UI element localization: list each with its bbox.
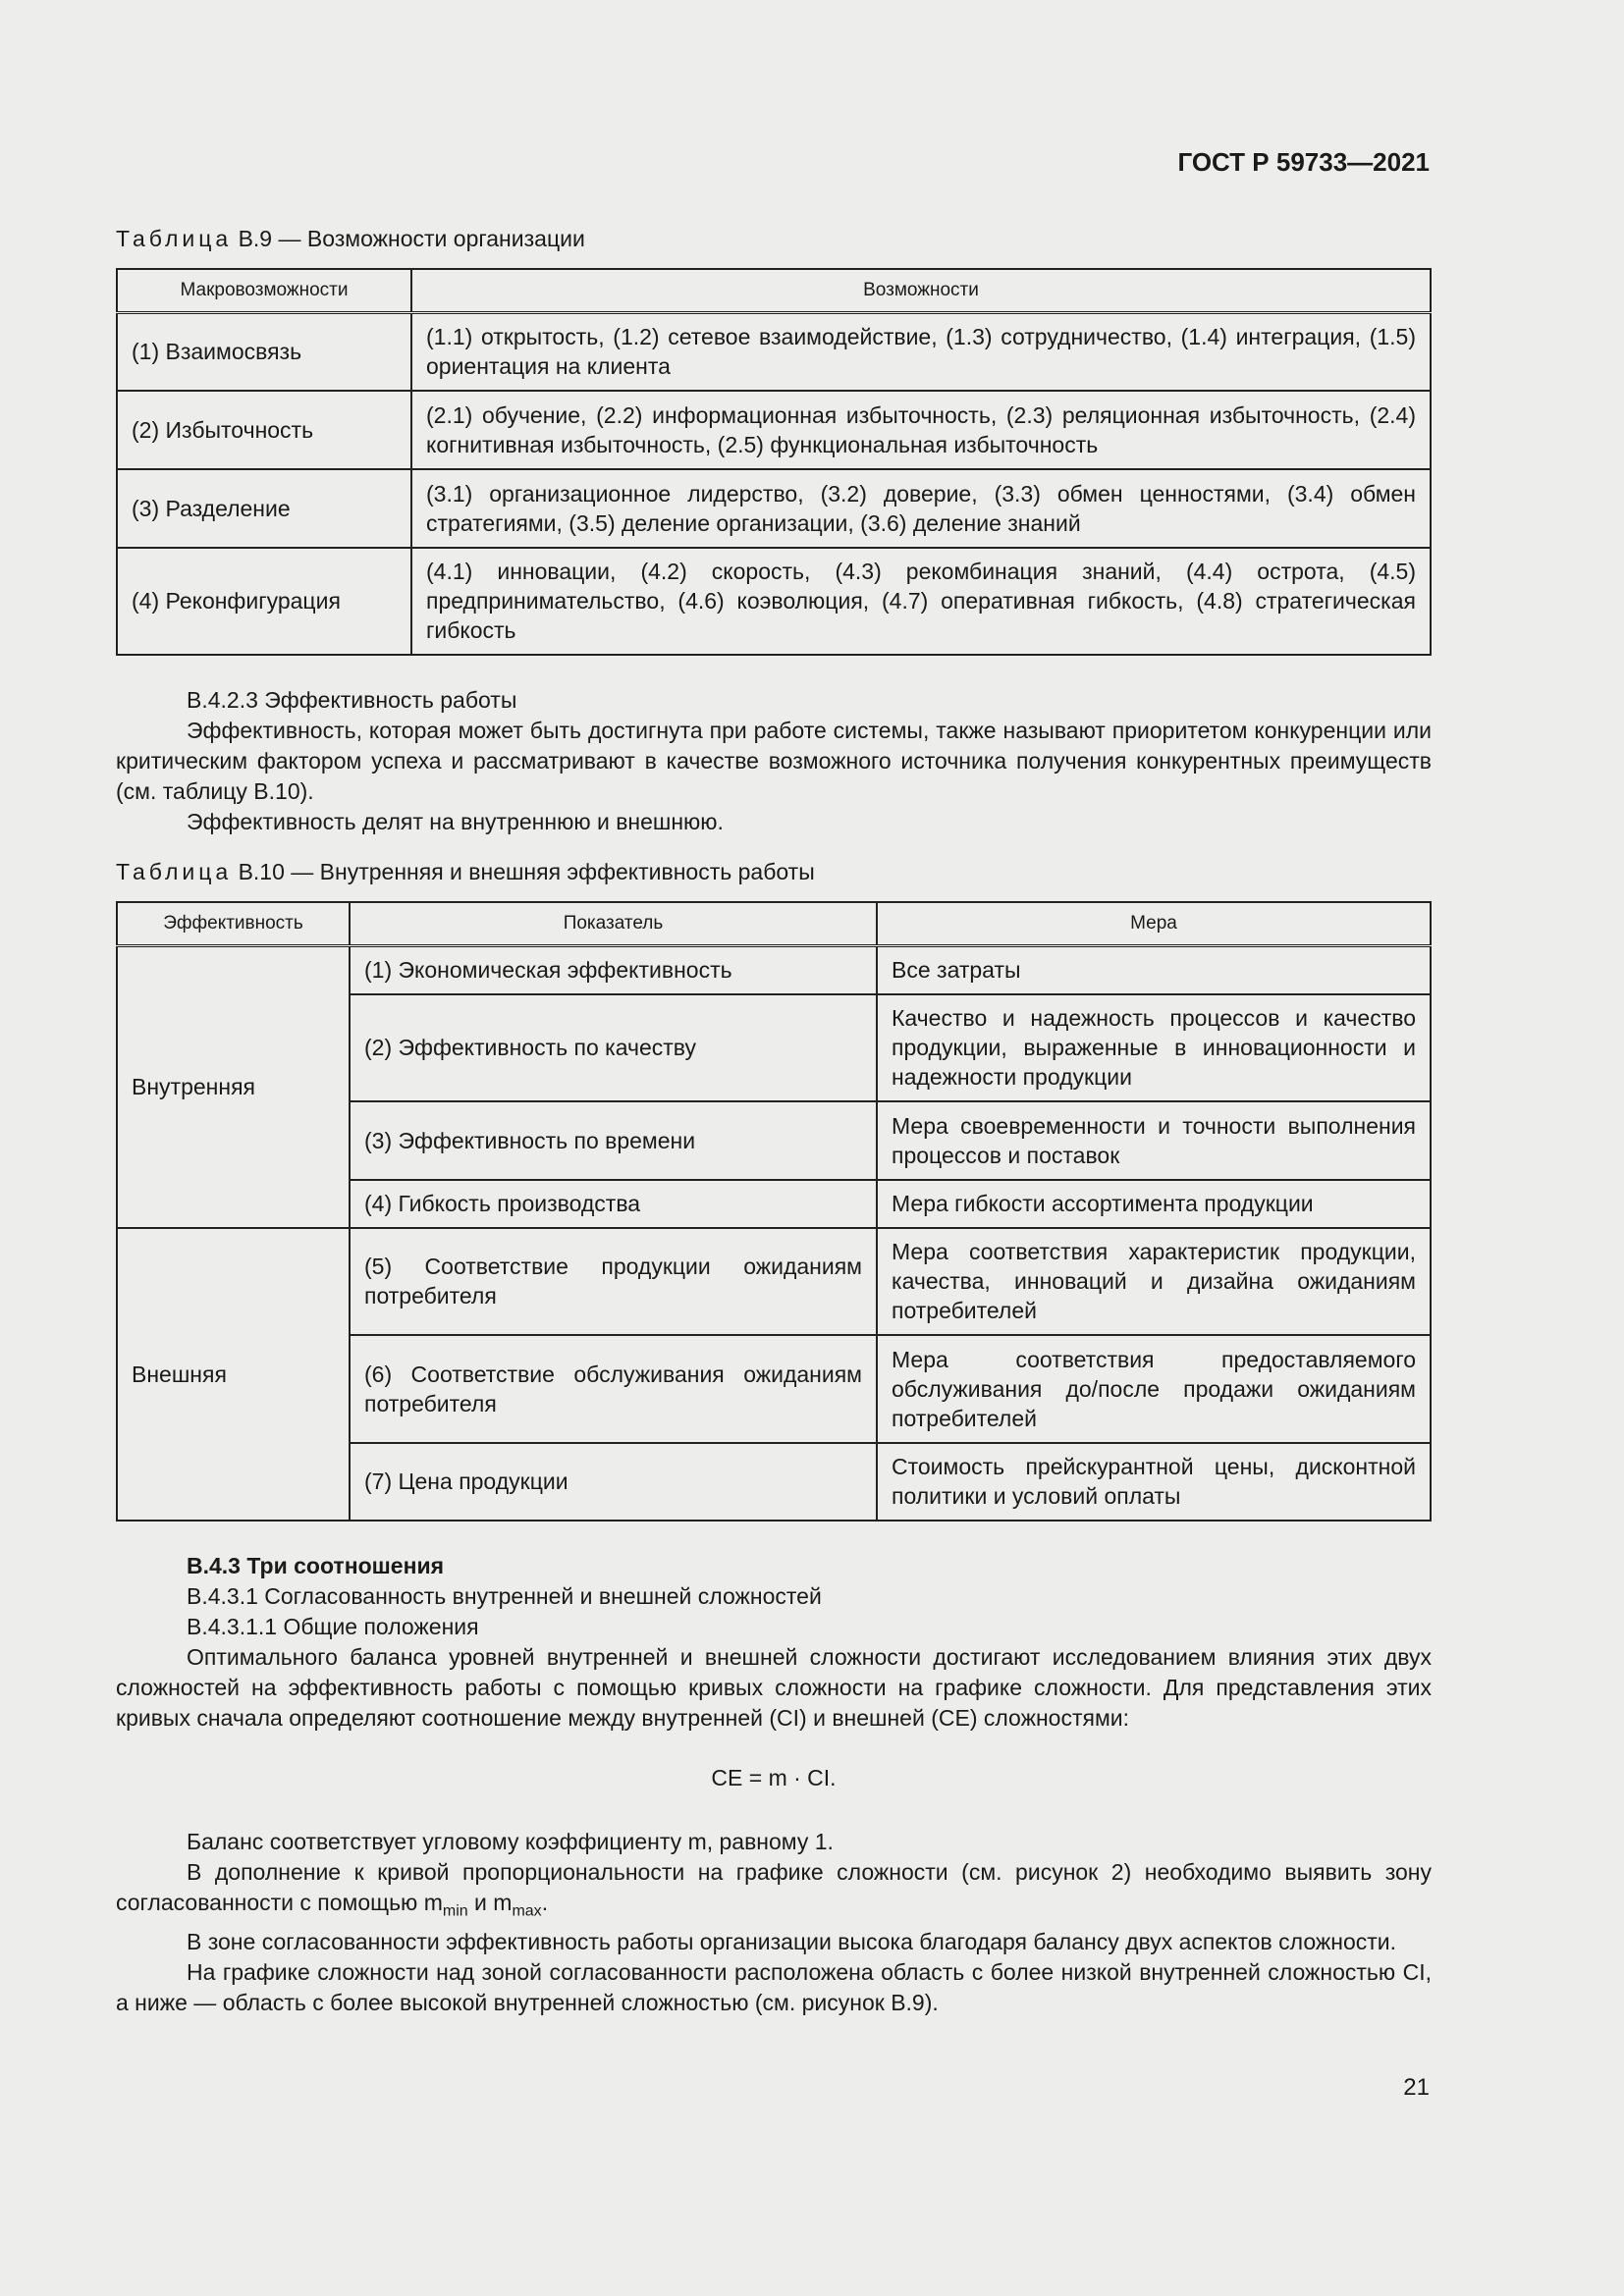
table-cell: (4.1) инновации, (4.2) скорость, (4.3) рекомбинация знаний, (4.4) острота, (4.5) предпринимательство, (4.6) коэволюция, (4.7) оперативная гибкость, (4.8) стратегическая гибкость — [411, 548, 1431, 655]
table-cell: (2) Избыточность — [117, 391, 411, 469]
table-row — [117, 1228, 1431, 1335]
table-cell: (3.1) организационное лидерство, (3.2) доверие, (3.3) обмен ценностями, (3.4) обмен стратегиями, (3.5) деление организации, (3.6) деление знаний — [411, 469, 1431, 548]
table-cell: Стоимость прейскурантной цены, дисконтной политики и условий оплаты — [877, 1443, 1431, 1521]
table-row — [117, 469, 1431, 548]
paragraph: Эффективность, которая может быть достигнута при работе системы, также называют приоритетом конкуренции или критическим фактором успеха и рассматривают в качестве возможного источника получения конкурентных преимуществ (см. таблицу В.10). — [116, 718, 1432, 804]
table-cell: (2.1) обучение, (2.2) информационная избыточность, (2.3) реляционная избыточность, (2.4) когнитивная избыточность, (2.5) функциональная избыточность — [411, 391, 1431, 469]
paragraph: Оптимального баланса уровней внутренней и внешней сложности достигают исследованием влияния этих двух сложностей на эффективность работы с помощью кривых сложности на графике сложности. Для представления этих кривых сначала определяют соотношение между внутренней (CI) и внешней (CE) сложностями: — [116, 1644, 1432, 1731]
caption-text: В.10 — Внутренняя и внешняя эффективность работы — [238, 859, 815, 884]
paragraph — [116, 1857, 1432, 1927]
paragraph-text: В дополнение к кривой пропорциональности на графике сложности (см. рисунок 2) необходимо выявить зону согласованности с помощью m — [116, 1859, 1432, 1915]
table-b9 — [116, 268, 1432, 656]
table-cell: (1) Экономическая эффективность — [350, 946, 877, 994]
table-cell: (1.1) открытость, (1.2) сетевое взаимодействие, (1.3) сотрудничество, (1.4) интеграция, (1.5) ориентация на клиента — [411, 313, 1431, 391]
column-header: Мера — [877, 902, 1431, 946]
table-cell: (2) Эффективность по качеству — [350, 994, 877, 1101]
table-b10-caption — [116, 859, 815, 885]
caption-word: Таблица — [116, 859, 233, 884]
table-b9-caption — [116, 226, 585, 252]
section-b43 — [116, 1551, 1432, 2018]
table-cell: Мера гибкости ассортимента продукции — [877, 1180, 1431, 1228]
table-cell: (5) Соответствие продукции ожиданиям потребителя — [350, 1228, 877, 1335]
table-row — [117, 313, 1431, 391]
paragraph-text: и m — [467, 1890, 513, 1915]
table-cell: (4) Гибкость производства — [350, 1180, 877, 1228]
paragraph: Эффективность делят на внутреннюю и внешнюю. — [187, 809, 724, 834]
subscript: min — [442, 1902, 468, 1920]
table-header-row — [117, 902, 1431, 946]
table-cell: (3) Разделение — [117, 469, 411, 548]
formula: CE = m · CI. — [711, 1765, 837, 1790]
table-cell: Мера соответствия характеристик продукции, качества, инноваций и дизайна ожиданиям потребителей — [877, 1228, 1431, 1335]
column-header: Эффективность — [117, 902, 350, 946]
table-row — [117, 391, 1431, 469]
caption-text: В.9 — Возможности организации — [238, 226, 585, 251]
column-header: Макровозможности — [117, 269, 411, 313]
table-cell: Мера своевременности и точности выполнения процессов и поставок — [877, 1101, 1431, 1180]
paragraph: В зоне согласованности эффективность работы организации высока благодаря балансу двух аспектов сложности. — [187, 1928, 1397, 1954]
paragraph-text: . — [541, 1890, 549, 1915]
caption-word: Таблица — [116, 226, 233, 251]
table-cell: (7) Цена продукции — [350, 1443, 877, 1521]
group-cell-external: Внешняя — [117, 1228, 350, 1521]
section-heading: В.4.2.3 Эффективность работы — [187, 687, 517, 713]
table-cell: Мера соответствия предоставляемого обслуживания до/после продажи ожиданиям потребителей — [877, 1335, 1431, 1443]
paragraph: На графике сложности над зоной согласованности расположена область с более низкой внутренней сложностью CI, а ниже — область с более высокой внутренней сложностью (см. рисунок В.9). — [116, 1958, 1432, 2015]
column-header: Показатель — [350, 902, 877, 946]
table-cell: (3) Эффективность по времени — [350, 1101, 877, 1180]
page-number: 21 — [1403, 2074, 1430, 2101]
table-cell: (6) Соответствие обслуживания ожиданиям потребителя — [350, 1335, 877, 1443]
table-header-row — [117, 269, 1431, 313]
section-heading: В.4.3 Три соотношения — [187, 1553, 445, 1578]
section-b423 — [116, 685, 1432, 837]
table-cell: Все затраты — [877, 946, 1431, 994]
table-row — [117, 548, 1431, 655]
subsection-heading: В.4.3.1.1 Общие положения — [187, 1614, 479, 1639]
table-b10 — [116, 901, 1432, 1522]
paragraph: Баланс соответствует угловому коэффициенту m, равному 1. — [187, 1829, 834, 1854]
group-cell-internal: Внутренняя — [117, 946, 350, 1228]
subsection-heading: В.4.3.1 Согласованность внутренней и внешней сложностей — [187, 1583, 822, 1609]
table-cell: (1) Взаимосвязь — [117, 313, 411, 391]
table-cell: Качество и надежность процессов и качество продукции, выраженные в инновационности и надежности продукции — [877, 994, 1431, 1101]
subscript: max — [512, 1902, 542, 1920]
table-cell: (4) Реконфигурация — [117, 548, 411, 655]
standard-header: ГОСТ Р 59733—2021 — [1177, 147, 1430, 177]
table-row — [117, 946, 1431, 994]
column-header: Возможности — [411, 269, 1431, 313]
